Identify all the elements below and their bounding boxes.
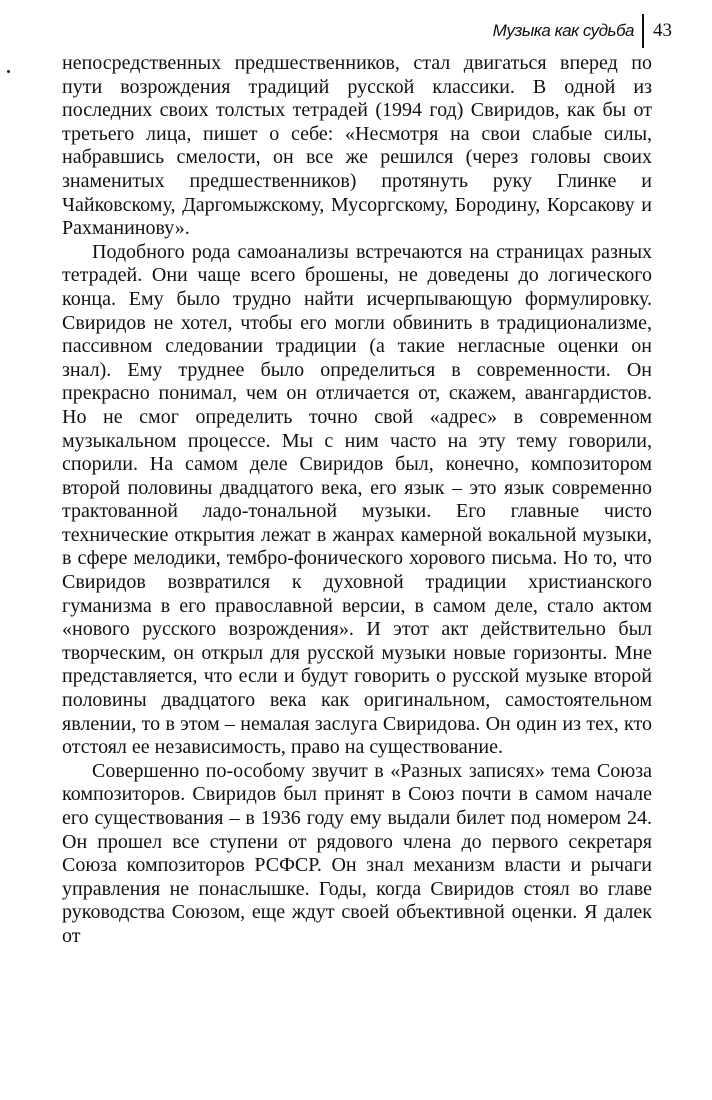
paragraph: Совершенно по-особому звучит в «Разных записях» тема Союза композиторов. Свиридов был принят в Союз почти в самом начале его существования – в 1936 году ему выдали билет под номером 24. Он прошел все ступени от рядового члена до первого секретаря Союза композиторов РСФСР. Он знал механизм власти и рычаги управления не понаслышке. Годы, когда Свиридов стоял во главе руководства Союзом, еще ждут своей объективной оценки. Я далек от	[62, 759, 652, 947]
running-title: Музыка как судьба	[492, 21, 634, 40]
paragraph: Подобного рода самоанализы встречаются на страницах разных тетрадей. Они чаще всего брошены, не доведены до логического конца. Ему было трудно найти исчерпывающую формулировку. Свиридов не хотел, чтобы его могли обвинить в традиционализме, пассивном следовании традиции (а такие негласные оценки он знал). Ему труднее было определиться в современности. Он прекрасно понимал, чем он отличается от, скажем, авангардистов. Но не смог определить точно свой «адрес» в современном музыкальном процессе. Мы с ним часто на эту тему говорили, спорили. На самом деле Свиридов был, конечно, композитором второй половины двадцатого века, его язык – это язык современно трактованной ладо-тональной музыки. Его главные чисто технические открытия лежат в жанрах камерной вокальной музыки, в сфере мелодики, тембро-фонического хорового письма. Но то, что Свиридов возвратился к духовной традиции христианского гуманизма в его православной версии, в самом деле, стало актом «нового русского возрождения». И этот акт действительно был творческим, он открыл для русской музыки новые горизонты. Мне представляется, что если и будут говорить о русской музыке второй половины двадцатого века как оригинальном, самостоятельном явлении, то в этом – немалая заслуга Свиридова. Он один из тех, кто отстоял ее независимость, право на существование.	[62, 240, 652, 759]
body-text	[62, 52, 652, 949]
running-head	[493, 14, 672, 48]
paragraph-continued: непосредственных предшественников, стал двигаться вперед по пути возрождения традиций русской классики. В одной из последних своих толстых тетрадей (1994 год) Свиридов, как бы от третьего лица, пишет о себе: «Несмотря на свои слабые силы, набравшись смелости, он все же решился (через головы своих знаменитых предшественников) протянуть руку Глинке и Чайковскому, Даргомыжскому, Мусоргскому, Бородину, Корсакову и Рахманинову».	[62, 52, 652, 240]
margin-mark	[7, 70, 10, 73]
page-number: 43	[653, 20, 672, 41]
